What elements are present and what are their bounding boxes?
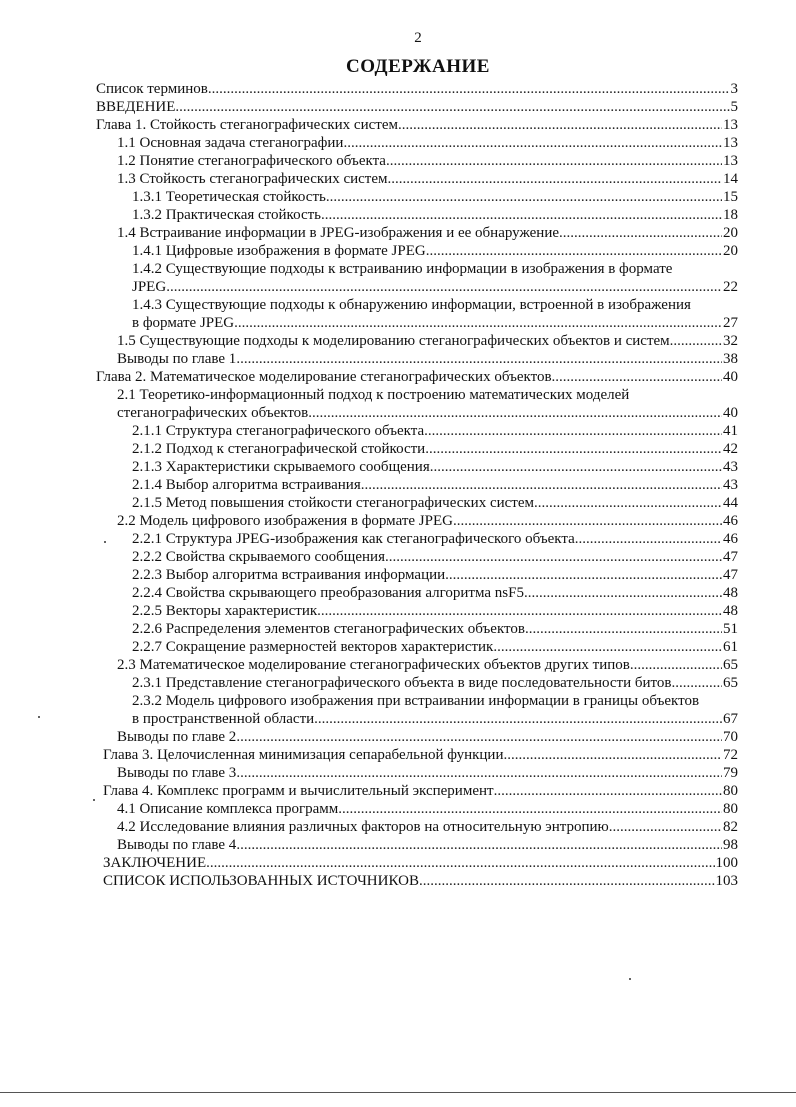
toc-entry [96, 152, 738, 170]
toc-entry [96, 206, 738, 224]
toc-entry [96, 782, 738, 800]
dot-leader [424, 422, 722, 440]
toc-entry-title: 1.4.1 Цифровые изображения в формате JPEG [132, 243, 426, 259]
dot-leader [388, 170, 722, 188]
toc-entry [96, 476, 738, 494]
toc-entry-page: 48 [723, 585, 738, 601]
toc-entry-title: 1.4 Встраивание информации в JPEG-изображения и ее обнаружение [117, 225, 560, 241]
toc-entry-title: Выводы по главе 2 [117, 729, 237, 745]
toc-entry-page: 13 [723, 117, 738, 133]
toc-entry-page: 48 [723, 603, 738, 619]
toc-entry-title: 2.2.5 Векторы характеристик [132, 603, 318, 619]
toc-entry-title-line: 1.4.3 Существующие подходы к обнаружению информации, встроенной в изображения [132, 297, 691, 313]
toc-entry-page: 72 [723, 747, 738, 763]
toc-entry-page: 51 [723, 621, 738, 637]
toc-entry-page: 103 [715, 873, 738, 889]
toc-entry-page: 43 [723, 477, 738, 493]
toc-entry [96, 80, 738, 98]
toc-entry-page: 100 [715, 855, 738, 871]
toc-entry-title-line: 2.1 Теоретико-информационный подход к построению математических моделей [117, 387, 630, 403]
toc-entry-title: 4.2 Исследование влияния различных факторов на относительную энтропию [117, 819, 609, 835]
bottom-rule [0, 1092, 796, 1093]
dot-leader [206, 854, 714, 872]
toc-entry-page: 44 [723, 495, 738, 511]
toc-entry-title: Выводы по главе 1 [117, 351, 237, 367]
toc-entry-title: Выводы по главе 4 [117, 837, 237, 853]
toc-entry [96, 854, 738, 872]
dot-leader [534, 494, 722, 512]
toc-entry-page: 32 [723, 333, 738, 349]
toc-entry [96, 98, 738, 116]
toc-entry-page: 70 [723, 729, 738, 745]
toc-entry [96, 242, 738, 260]
toc-entry-title: Глава 3. Целочисленная минимизация сепарабельной функции [103, 747, 504, 763]
toc-entry-title: 2.2.4 Свойства скрывающего преобразования алгоритма nsF5 [132, 585, 524, 601]
dot-leader [361, 476, 722, 494]
toc-entry [96, 116, 738, 134]
toc-entry-title: в пространственной области [132, 711, 315, 727]
toc-entry-title: Глава 2. Математическое моделирование стеганографических объектов [96, 369, 552, 385]
dot-leader [234, 314, 722, 332]
toc-entry [96, 638, 738, 656]
toc-entry-title: Список терминов [96, 81, 208, 97]
toc-entry [96, 188, 738, 206]
toc-entry-title: 2.2.6 Распределения элементов стеганографических объектов [132, 621, 525, 637]
toc-entry [96, 134, 738, 152]
toc-entry-page: 67 [723, 711, 738, 727]
toc-entry-title: 2.2.7 Сокращение размерностей векторов характеристик [132, 639, 494, 655]
dot-leader [385, 548, 722, 566]
toc-entry-title: JPEG [132, 279, 167, 295]
toc-entry-page: 5 [730, 99, 738, 115]
dot-leader [430, 458, 722, 476]
toc-entry-title: 1.1 Основная задача стеганографии [117, 135, 344, 151]
toc-entry-page: 79 [723, 765, 738, 781]
toc-entry-title: 2.1.4 Выбор алгоритма встраивания [132, 477, 361, 493]
dot-leader [343, 134, 722, 152]
page-number: 2 [414, 30, 422, 46]
toc-entry-title: 2.2.2 Свойства скрываемого сообщения [132, 549, 385, 565]
toc-entry-page: 13 [723, 135, 738, 151]
toc-entry-page: 40 [723, 369, 738, 385]
toc-entry [96, 386, 738, 422]
toc-entry-title: 2.2 Модель цифрового изображения в формате JPEG [117, 513, 453, 529]
scan-speck [104, 541, 106, 543]
dot-leader [426, 242, 722, 260]
toc-entry [96, 728, 738, 746]
toc-entry-title: ВВЕДЕНИЕ [96, 99, 176, 115]
toc-entry [96, 836, 738, 854]
toc-entry [96, 584, 738, 602]
toc-entry-page: 43 [723, 459, 738, 475]
toc-entry [96, 764, 738, 782]
toc-entry [96, 566, 738, 584]
toc-entry-page: 14 [723, 171, 738, 187]
toc-entry [96, 548, 738, 566]
toc-entry-page: 82 [723, 819, 738, 835]
page-title: СОДЕРЖАНИЕ [346, 56, 490, 77]
dot-leader [308, 404, 722, 422]
dot-leader [317, 602, 722, 620]
toc-entry-title: в формате JPEG [132, 315, 235, 331]
toc-entry-title: стеганографических объектов [117, 405, 309, 421]
toc-entry-title: 2.3 Математическое моделирование стеганографических объектов других типов [117, 657, 630, 673]
toc-entry [96, 872, 738, 890]
dot-leader [453, 512, 722, 530]
dot-leader [504, 746, 723, 764]
toc-entry-page: 13 [723, 153, 738, 169]
toc-entry-title: Глава 4. Комплекс программ и вычислительный эксперимент [103, 783, 494, 799]
dot-leader [175, 98, 729, 116]
toc-entry [96, 746, 738, 764]
toc-entry-page: 20 [723, 225, 738, 241]
toc-entry-page: 15 [723, 189, 738, 205]
toc-entry-page: 98 [723, 837, 738, 853]
toc-entry-page: 20 [723, 243, 738, 259]
toc-entry-page: 80 [723, 801, 738, 817]
toc-entry-title: СПИСОК ИСПОЛЬЗОВАННЫХ ИСТОЧНИКОВ [103, 873, 419, 889]
dot-leader [338, 800, 722, 818]
toc-entry-page: 47 [723, 549, 738, 565]
dot-leader [321, 206, 722, 224]
scan-speck [93, 799, 95, 801]
toc-entry [96, 494, 738, 512]
dot-leader [314, 710, 722, 728]
toc-entry-title: 4.1 Описание комплекса программ [117, 801, 339, 817]
toc-entry [96, 458, 738, 476]
dot-leader [559, 224, 722, 242]
toc-entry [96, 512, 738, 530]
dot-leader [630, 656, 722, 674]
toc-entry-page: 18 [723, 207, 738, 223]
dot-leader [671, 674, 722, 692]
toc-entry-page: 40 [723, 405, 738, 421]
toc-entry [96, 296, 738, 332]
toc-entry-page: 41 [723, 423, 738, 439]
toc-entry-title-line: 2.3.2 Модель цифрового изображения при встраивании информации в границы объектов [132, 693, 700, 709]
dot-leader [208, 80, 730, 98]
toc-entry-title: 2.1.5 Метод повышения стойкости стеганографических систем [132, 495, 534, 511]
toc-entry-title: 1.3.2 Практическая стойкость [132, 207, 322, 223]
toc-entry-title: 2.2.1 Структура JPEG-изображения как стеганографического объекта [132, 531, 575, 547]
dot-leader [525, 620, 722, 638]
toc-entry [96, 332, 738, 350]
toc-entry [96, 620, 738, 638]
toc-entry-title: ЗАКЛЮЧЕНИЕ [103, 855, 207, 871]
toc-entry [96, 422, 738, 440]
toc-entry-page: 65 [723, 657, 738, 673]
dot-leader [524, 584, 722, 602]
dot-leader [236, 764, 722, 782]
toc-entry [96, 800, 738, 818]
toc-entry-title: 2.1.2 Подход к стеганографической стойкости [132, 441, 426, 457]
dot-leader [166, 278, 722, 296]
toc-entry-page: 27 [723, 315, 738, 331]
toc-entry [96, 656, 738, 674]
toc-entry [96, 350, 738, 368]
dot-leader [236, 728, 722, 746]
toc-entry-title: Выводы по главе 3 [117, 765, 237, 781]
toc-entry-title: 1.3 Стойкость стеганографических систем [117, 171, 388, 187]
toc-entry-page: 3 [730, 81, 738, 97]
toc-entry [96, 530, 738, 548]
dot-leader [419, 872, 715, 890]
toc-entry [96, 818, 738, 836]
dot-leader [493, 638, 722, 656]
toc-entry-title: 1.2 Понятие стеганографического объекта [117, 153, 386, 169]
dot-leader [326, 188, 722, 206]
toc-entry-title: Глава 1. Стойкость стеганографических систем [96, 117, 398, 133]
scan-speck [38, 716, 40, 718]
toc-entry-page: 46 [723, 513, 738, 529]
dot-leader [236, 836, 722, 854]
toc-entry-page: 42 [723, 441, 738, 457]
dot-leader [552, 368, 722, 386]
toc-entry [96, 440, 738, 458]
toc-entry-title: 2.1.3 Характеристики скрываемого сообщения [132, 459, 430, 475]
toc-entry-title: 2.1.1 Структура стеганографического объекта [132, 423, 425, 439]
toc-entry-page: 46 [723, 531, 738, 547]
toc-entry-page: 47 [723, 567, 738, 583]
dot-leader [236, 350, 722, 368]
toc-entry-title: 2.2.3 Выбор алгоритма встраивания информации [132, 567, 446, 583]
scan-speck [629, 978, 631, 980]
toc-entry [96, 368, 738, 386]
dot-leader [494, 782, 722, 800]
table-of-contents [96, 80, 738, 890]
toc-entry [96, 602, 738, 620]
toc-entry-title: 2.3.1 Представление стеганографического объекта в виде последовательности битов [132, 675, 672, 691]
toc-entry-title: 1.3.1 Теоретическая стойкость [132, 189, 326, 205]
dot-leader [670, 332, 722, 350]
dot-leader [398, 116, 722, 134]
toc-entry-page: 65 [723, 675, 738, 691]
toc-entry [96, 260, 738, 296]
dot-leader [386, 152, 722, 170]
toc-entry-page: 22 [723, 279, 738, 295]
toc-entry-title: 1.5 Существующие подходы к моделированию стеганографических объектов и систем [117, 333, 670, 349]
toc-entry [96, 674, 738, 692]
toc-entry-title-line: 1.4.2 Существующие подходы к встраиванию информации в изображения в формате [132, 261, 673, 277]
toc-entry-page: 38 [723, 351, 738, 367]
dot-leader [575, 530, 722, 548]
dot-leader [609, 818, 722, 836]
toc-entry [96, 170, 738, 188]
dot-leader [445, 566, 722, 584]
dot-leader [425, 440, 722, 458]
toc-entry-page: 80 [723, 783, 738, 799]
toc-entry-page: 61 [723, 639, 738, 655]
toc-entry [96, 224, 738, 242]
toc-entry [96, 692, 738, 728]
